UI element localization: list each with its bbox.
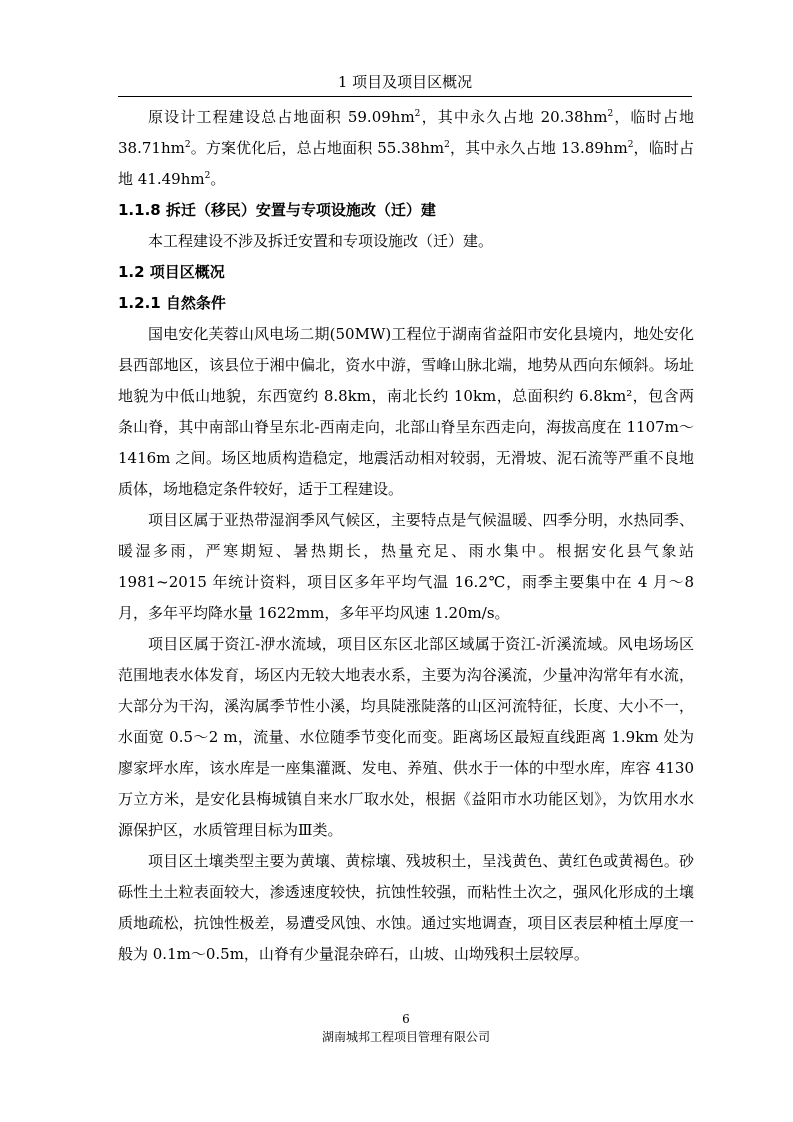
text-segment: ，临时占地 38.71hm	[118, 108, 694, 157]
running-header	[118, 70, 692, 97]
text-segment: ，其中永久占地 20.38hm	[420, 108, 608, 126]
superscript: 2	[444, 140, 450, 150]
section-heading-1-2-1: 1.2.1 自然条件	[118, 294, 226, 312]
paragraph-soil: 项目区土壤类型主要为黄壤、黄棕壤、残坡积土，呈浅黄色、黄红色或黄褐色。砂砾性土土粒表面较大，渗透速度较快，抗蚀性较强，而粘性土次之，强风化形成的土壤质地疏松，抗蚀性极差，易遭受风蚀、水蚀。通过实地调查，项目区表层种植土厚度一般为 0.1m～0.5m，山脊有少量混杂碎石，山坡、山坳残积土层较厚。	[118, 852, 694, 963]
paragraph-climate: 项目区属于亚热带湿润季风气候区，主要特点是气候温暖、四季分明，水热同季、暖湿多雨，严寒期短、暑热期长，热量充足、雨水集中。根据安化县气象站 1981~2015 年统计资料，项目区多年平均气温 16.2℃，雨季主要集中在 4 月～8 月，多年平均降水量 1622mm，多年平均风速 1.20m/s。	[118, 511, 694, 622]
chapter-title: 1 项目及项目区概况	[337, 73, 473, 91]
text-segment: 。	[210, 170, 226, 188]
superscript: 2	[414, 109, 421, 119]
text-segment: ，临时占地 41.49hm	[118, 139, 694, 188]
paragraph-terrain: 国电安化芙蓉山风电场二期(50MW)工程位于湖南省益阳市安化县境内，地处安化县西部地区，该县位于湘中偏北，资水中游，雪峰山脉北端，地势从西向东倾斜。场址地貌为中低山地貌，东西宽约 8.8km，南北长约 10km，总面积约 6.8km²，包含两条山脊，其中南部山脊呈东北-西南走向，北部山脊呈东西走向，海拔高度在 1107m～1416m 之间。场区地质构造稳定，地震活动相对较弱，无滑坡、泥石流等严重不良地质体，场地稳定条件较好，适于工程建设。	[118, 325, 694, 498]
superscript: 2	[627, 140, 634, 150]
section-heading-1-2: 1.2 项目区概况	[118, 263, 225, 281]
text-segment: ，其中永久占地 13.89hm	[449, 139, 628, 157]
company-name: 湖南城邦工程项目管理有限公司	[321, 1030, 490, 1044]
superscript: 2	[204, 171, 211, 181]
page-number: 6	[402, 1012, 410, 1026]
text-segment: 原设计工程建设总占地面积 59.09hm	[148, 108, 415, 126]
page-footer	[118, 1010, 694, 1046]
paragraph-land-area	[118, 102, 694, 195]
superscript: 2	[607, 109, 614, 119]
document-body	[118, 102, 694, 970]
text-segment: 。方案优化后，总占地面积 55.38hm	[190, 139, 445, 157]
paragraph-hydrology: 项目区属于资江-洢水流域，项目区东区北部区域属于资江-沂溪流域。风电场场区范围地表水体发育，场区内无较大地表水系，主要为沟谷溪流，少量冲沟常年有水流，大部分为干沟，溪沟属季节性小溪，均具陡涨陡落的山区河流特征，长度、大小不一，水面宽 0.5～2 m，流量、水位随季节变化而变。距离场区最短直线距离 1.9km 处为廖家坪水库，该水库是一座集灌溉、发电、养殖、供水于一体的中型水库，库容 4130 万立方米，是安化县梅城镇自来水厂取水处，根据《益阳市水功能区划》，为饮用水水源保护区，水质管理目标为Ⅲ类。	[118, 635, 694, 839]
superscript: 2	[184, 140, 191, 150]
paragraph-relocation: 本工程建设不涉及拆迁安置和专项设施改（迁）建。	[148, 232, 494, 250]
section-heading-1-1-8: 1.1.8 拆迁（移民）安置与专项设施改（迁）建	[118, 201, 436, 219]
